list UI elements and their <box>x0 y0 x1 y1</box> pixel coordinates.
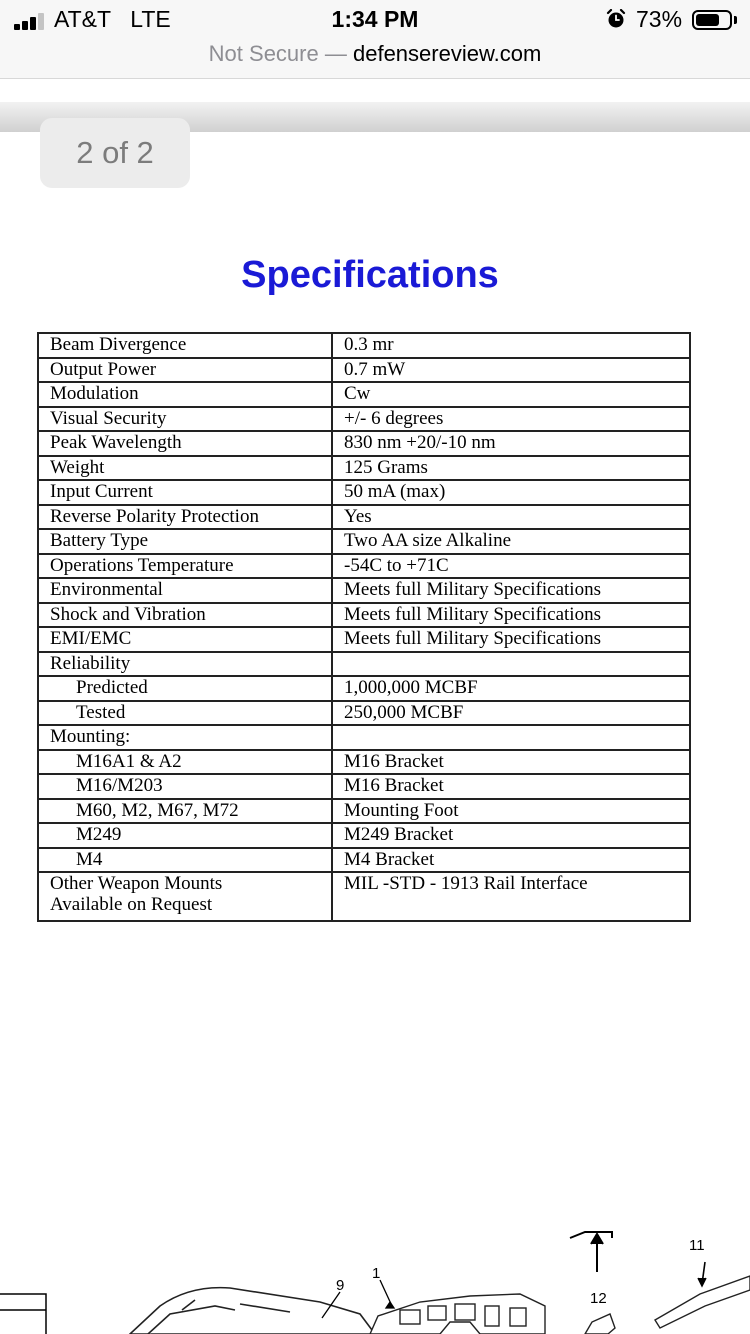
table-row <box>38 627 690 652</box>
spec-value: 1,000,000 MCBF <box>332 676 690 701</box>
table-row <box>38 872 690 921</box>
table-row <box>38 652 690 677</box>
exploded-parts-diagram <box>0 1210 750 1334</box>
table-row <box>38 774 690 799</box>
table-row <box>38 799 690 824</box>
table-row <box>38 529 690 554</box>
spec-label: Environmental <box>38 578 332 603</box>
table-row <box>38 505 690 530</box>
table-row <box>38 603 690 628</box>
status-bar <box>0 0 750 40</box>
diagram-battery-pack <box>370 1294 545 1334</box>
diagram-callout-11: 11 <box>689 1237 705 1254</box>
spec-value <box>332 872 690 921</box>
spec-section-label: Reliability <box>38 652 332 677</box>
table-row <box>38 554 690 579</box>
spec-value: M249 Bracket <box>332 823 690 848</box>
table-row <box>38 701 690 726</box>
diagram-plate-11 <box>655 1262 750 1328</box>
spec-section-label: Mounting: <box>38 725 332 750</box>
diagram-callout-9: 9 <box>336 1277 345 1294</box>
spec-value: Cw <box>332 382 690 407</box>
spec-label-multiline <box>38 872 332 921</box>
url-domain: defensereview.com <box>352 41 542 66</box>
table-row <box>38 676 690 701</box>
spec-table <box>37 332 691 922</box>
spec-label: Operations Temperature <box>38 554 332 579</box>
status-time: 1:34 PM <box>331 6 419 32</box>
page-indicator: 2 of 2 <box>40 118 190 188</box>
spec-label: M60, M2, M67, M72 <box>38 799 332 824</box>
spec-value: Meets full Military Specifications <box>332 627 690 652</box>
spec-label: Reverse Polarity Protection <box>38 505 332 530</box>
alarm-clock-icon <box>606 9 626 29</box>
spec-label: Input Current <box>38 480 332 505</box>
spec-label: EMI/EMC <box>38 627 332 652</box>
table-row <box>38 431 690 456</box>
spec-label: Modulation <box>38 382 332 407</box>
spec-label: Output Power <box>38 358 332 383</box>
spec-value: +/- 6 degrees <box>332 407 690 432</box>
diagram-frame-left <box>0 1294 46 1334</box>
spec-label: Available on Request <box>50 894 213 915</box>
battery-icon <box>692 10 732 30</box>
battery-percent: 73% <box>636 6 683 32</box>
table-row <box>38 407 690 432</box>
spec-value: M16 Bracket <box>332 774 690 799</box>
spec-label: Weight <box>38 456 332 481</box>
spec-value: 830 nm +20/-10 nm <box>332 431 690 456</box>
spec-value: Meets full Military Specifications <box>332 603 690 628</box>
spec-label: Other Weapon Mounts <box>50 873 223 894</box>
battery-nub <box>734 16 737 24</box>
table-row <box>38 480 690 505</box>
spec-label: Battery Type <box>38 529 332 554</box>
battery-level-fill <box>696 14 719 26</box>
spec-label: M249 <box>38 823 332 848</box>
table-row <box>38 725 690 750</box>
spec-value: 125 Grams <box>332 456 690 481</box>
spec-value: Meets full Military Specifications <box>332 578 690 603</box>
diagram-latch <box>585 1314 615 1334</box>
url-separator: — <box>324 41 347 66</box>
table-row <box>38 823 690 848</box>
spec-value: 250,000 MCBF <box>332 701 690 726</box>
spec-label: M16A1 & A2 <box>38 750 332 775</box>
address-bar[interactable] <box>0 41 750 67</box>
spec-label: Predicted <box>38 676 332 701</box>
spec-value: 0.3 mr <box>332 333 690 358</box>
spec-value: M4 Bracket <box>332 848 690 873</box>
table-row <box>38 333 690 358</box>
table-row <box>38 578 690 603</box>
spec-value: Mounting Foot <box>332 799 690 824</box>
spec-label: Visual Security <box>38 407 332 432</box>
spec-label: Shock and Vibration <box>38 603 332 628</box>
spec-value: -54C to +71C <box>332 554 690 579</box>
spec-value <box>332 652 690 677</box>
spec-value: 50 mA (max) <box>332 480 690 505</box>
browser-top-bar <box>0 0 750 79</box>
table-row <box>38 382 690 407</box>
table-row <box>38 750 690 775</box>
network-type: LTE <box>130 6 171 32</box>
spec-label: M4 <box>38 848 332 873</box>
spec-value <box>332 725 690 750</box>
diagram-tab-12 <box>570 1232 612 1272</box>
spec-label: Beam Divergence <box>38 333 332 358</box>
spec-value: Yes <box>332 505 690 530</box>
carrier-name: AT&T <box>54 6 112 32</box>
spec-label: Tested <box>38 701 332 726</box>
spec-value: Two AA size Alkaline <box>332 529 690 554</box>
diagram-callout-12: 12 <box>590 1290 607 1307</box>
spec-label: M16/M203 <box>38 774 332 799</box>
spec-title: Specifications <box>241 254 499 296</box>
table-row <box>38 358 690 383</box>
table-row <box>38 456 690 481</box>
table-row <box>38 848 690 873</box>
spec-value: 0.7 mW <box>332 358 690 383</box>
spec-value-text: MIL -STD - 1913 Rail Interface <box>344 873 588 894</box>
security-label: Not Secure <box>208 41 319 66</box>
diagram-callout-1: 1 <box>372 1265 381 1282</box>
spec-value: M16 Bracket <box>332 750 690 775</box>
spec-label: Peak Wavelength <box>38 431 332 456</box>
